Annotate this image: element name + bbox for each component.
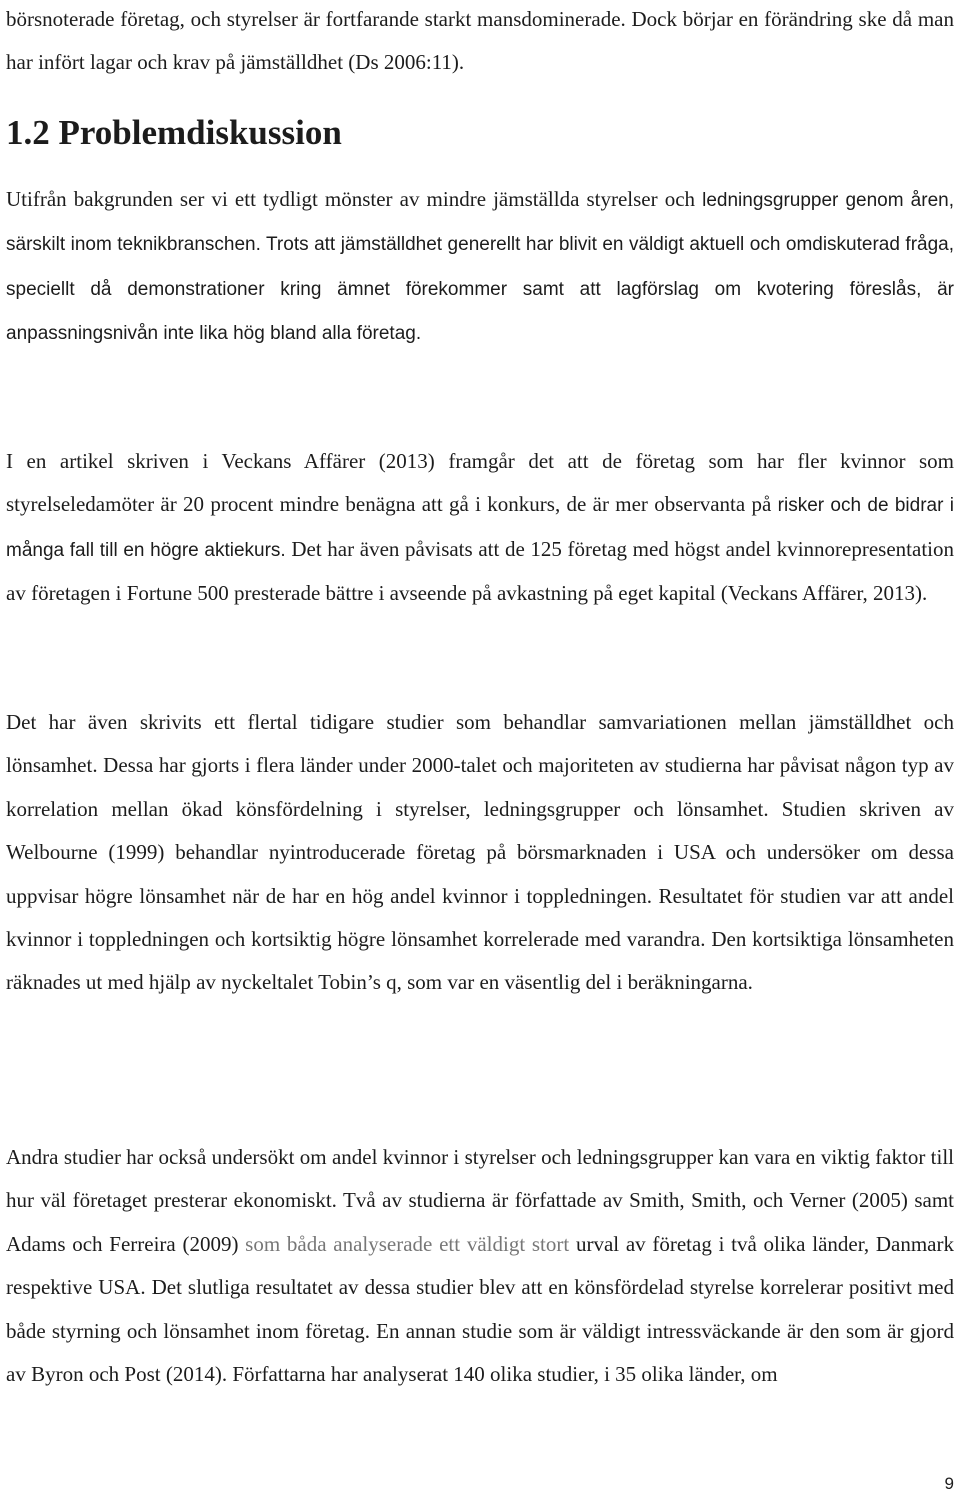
paragraph-veckans-affarer	[6, 440, 954, 616]
paragraph-text: Det har även påvisats att de 125 företag med högst andel kvinnorepresentation av företagen i Fortune 500 presterade bättre i avseende på avkastning på eget kapital (Veckans Affärer, 2013).	[6, 536, 954, 606]
paragraph-text: Det har även skrivits ett flertal tidigare studier som behandlar samvariationen mellan	[6, 710, 809, 734]
section-heading: 1.2 Problemdiskussion	[6, 113, 342, 152]
paragraph-text: En annan studie som är väldigt intressväckande är den som är gjord av Byron och Post (2014). Författarna har analyserat 140 olika studier, i 35 olika länder, om	[6, 1318, 955, 1387]
paragraph-problem	[6, 178, 954, 356]
intro-paragraph	[6, 0, 954, 85]
paragraph-text: I en artikel skriven i Veckans Affärer (2013) framgår det att de företag som har fler kvinnor som styrelseledamöter är 20 procent mindre benägna att gå i konkurs, de är mer observanta på	[6, 449, 954, 517]
paragraph-text: som båda analyserade ett väldigt stort	[245, 1231, 570, 1256]
paragraph-text: Studien skriven av Welbourne (1999) behandlar nyintroducerade företag på börsmarknaden i USA och undersöker om dessa uppvisar högre	[6, 796, 955, 908]
paragraph-text: jämställdhet och lönsamhet.	[6, 710, 955, 778]
paragraph-text: Det slutliga resultatet av dessa studier blev att en könsfördelad styrelse korrelerar positivt med både styrning och	[6, 1275, 955, 1343]
paragraph-text: lönsamhet inom företag.	[163, 1318, 370, 1343]
paragraph-text: Dessa har gjorts i flera länder under 2000-talet och majoriteten av studierna har påvisat någon typ av korrelation mellan ökad könsfördelning i styrelser,	[6, 753, 954, 821]
paragraph-previous-studies	[6, 701, 954, 1005]
paragraph-text: en viktig faktor till hur väl företaget presterar ekonomiskt.	[6, 1145, 954, 1213]
intro-text: börsnoterade företag, och styrelser är fortfarande starkt mansdominerade. Dock börjar en förändring ske då man har infört lagar och krav på jämställdhet (Ds 2006:11).	[6, 7, 954, 75]
paragraph-text: lönsamhet när de har en hög andel kvinnor i toppledningen.	[139, 883, 652, 908]
paragraph-text: Utifrån bakgrunden ser vi ett tydligt mönster av mindre jämställda styrelser och	[6, 187, 703, 211]
paragraph-text: Den kortsiktiga lönsamheten räknades ut med hjälp av nyckeltalet Tobin’s q, som var en väsentlig del i beräkningarna.	[6, 927, 954, 995]
page-number: 9	[944, 1474, 954, 1493]
paragraph-other-studies	[6, 1136, 954, 1396]
paragraph-text: Resultatet för studien var att andel kvinnor i toppledningen och kortsiktig högre lönsamhet korrelerade med varandra.	[6, 883, 955, 952]
paragraph-text: Andra studier har också undersökt om andel kvinnor i styrelser och ledningsgrupper kan vara	[6, 1145, 796, 1169]
paragraph-text: risker och de bidrar i många fall till en högre aktiekurs.	[6, 495, 955, 561]
paragraph-text: Två av studierna är författade av Smith, Smith, och Verner (2005) samt Adams och Ferreira (2009)	[6, 1188, 955, 1256]
paragraph-text: urval av företag i två olika länder, Danmark respektive USA.	[6, 1231, 954, 1300]
paragraph-text: ledningsgrupper och lönsamhet.	[483, 796, 769, 821]
paragraph-text: ledningsgrupper genom åren, särskilt inom teknikbranschen. Trots att jämställdhet generellt har blivit en väldigt aktuell och omdiskuterad fråga, speciellt då demonstrationer kring ämnet förekommer samt att lagförslag om kvotering föreslås, är anpassningsnivån inte lika hög bland alla företag.	[6, 190, 954, 345]
